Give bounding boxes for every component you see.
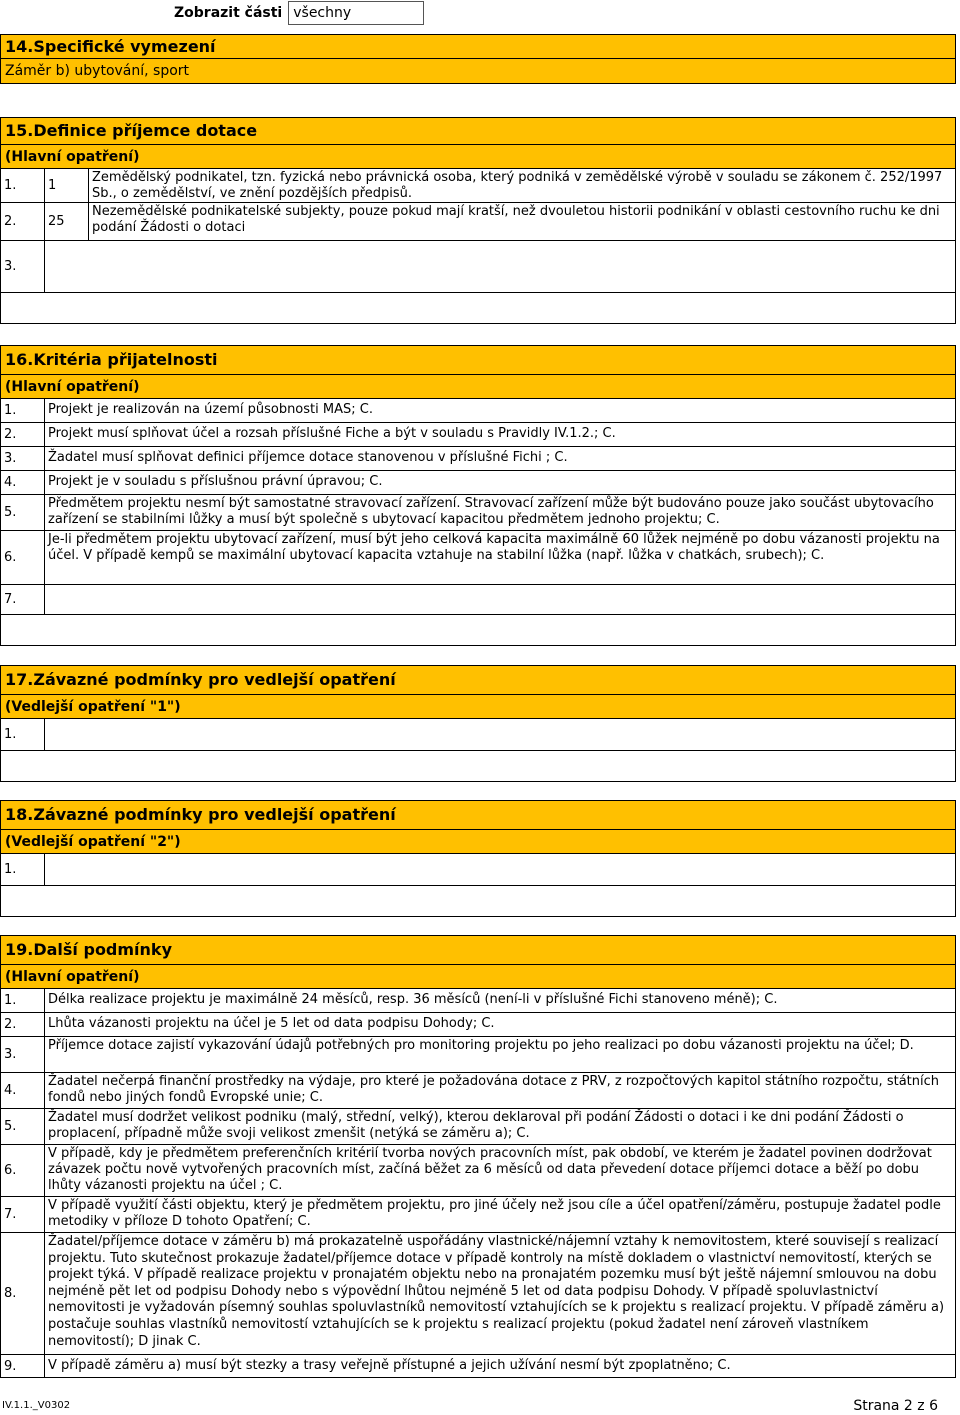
row-text: Projekt je v souladu s příslušnou právní úpravou; C. — [48, 474, 383, 489]
row-number: 5. — [1, 495, 45, 530]
section-17-subtitle: (Vedlejší opatření "1") — [1, 694, 955, 718]
section-18-subtitle: (Vedlejší opatření "2") — [1, 829, 955, 853]
section-16-footer — [1, 615, 955, 645]
row-text: V případě, kdy je předmětem preferenčních kritérií tvorba nových pracovních míst, pak období, ve kterém je žadatel povinen dodržovat závazek počtu nově vytvořených pracovních míst, začíná běžet za 6 měsíců od data převedení dotace příjemci dotace a běží po dobu lhůty vázanosti projektu na účel ; C. — [48, 1146, 932, 1193]
row-number: 2. — [1, 1013, 45, 1036]
row-text — [45, 585, 955, 614]
row-number: 1. — [1, 169, 45, 202]
row-number: 3. — [1, 1037, 45, 1072]
table-row — [1, 719, 955, 751]
row-number: 3. — [1, 447, 45, 470]
row-number: 1. — [1, 399, 45, 422]
table-row — [1, 169, 955, 203]
table-row — [1, 854, 955, 886]
row-text: V případě využití části objektu, který je předmětem projektu, pro jiné účely než jsou cíle a účel opatření/záměru, postupuje žadatel podle metodiky v příloze D tohoto Opatření; C. — [48, 1198, 941, 1229]
table-row — [1, 585, 955, 615]
row-number: 4. — [1, 471, 45, 494]
section-19-subtitle: (Hlavní opatření) — [1, 964, 955, 988]
row-text: Zemědělský podnikatel, tzn. fyzická nebo právnická osoba, který podniká v zemědělské výrobě v souladu se zákonem č. 252/1997 Sb., o zemědělství, ve znění pozdějších předpisů. — [92, 170, 943, 201]
table-row — [1, 203, 955, 241]
row-number: 3. — [1, 241, 45, 292]
row-text: Je-li předmětem projektu ubytovací zařízení, musí být jeho celková kapacita maximálně 60 lůžek nejméně po dobu vázanosti projektu na účel. V případě kempů se maximální ubytovací kapacita vztahuje na stabilní lůžka (např. lůžka v chatkách, srubech); C. — [48, 532, 940, 563]
section-18-title: 18.Závazné podmínky pro vedlejší opatření — [5, 805, 396, 824]
row-number: 7. — [1, 1197, 45, 1232]
table-row — [1, 989, 955, 1013]
page-number: Strana 2 z 6 — [853, 1398, 938, 1414]
row-number: 2. — [1, 423, 45, 446]
row-number: 7. — [1, 585, 45, 614]
section-16 — [0, 345, 956, 646]
table-row — [1, 447, 955, 471]
row-number: 9. — [1, 1355, 45, 1377]
row-number: 4. — [1, 1073, 45, 1108]
section-17-title: 17.Závazné podmínky pro vedlejší opatření — [5, 670, 396, 689]
section-19 — [0, 935, 956, 1378]
section-15-footer — [1, 293, 955, 323]
section-15 — [0, 117, 956, 324]
section-15-title: 15.Definice příjemce dotace — [5, 121, 258, 140]
table-row — [1, 1037, 955, 1073]
row-text: Žadatel musí splňovat definici příjemce dotace stanovenou v příslušné Fichi ; C. — [48, 450, 568, 465]
table-row — [1, 423, 955, 447]
filter-label: Zobrazit části — [174, 5, 283, 21]
row-number: 6. — [1, 1145, 45, 1196]
section-16-subtitle: (Hlavní opatření) — [1, 374, 955, 398]
row-text: Příjemce dotace zajistí vykazování údajů potřebných pro monitoring projektu po jeho realizaci po dobu vázanosti projektu na účel; D. — [48, 1038, 914, 1053]
table-row — [1, 1197, 955, 1233]
table-row — [1, 531, 955, 585]
section-filter-select[interactable]: všechny — [288, 1, 424, 25]
row-text: Délka realizace projektu je maximálně 24 měsíců, resp. 36 měsíců (není-li v příslušné Fichi stanoveno méně); C. — [48, 992, 778, 1007]
row-text: V případě záměru a) musí být stezky a trasy veřejně přístupné a jejich užívání nesmí být zpoplatněno; C. — [48, 1358, 731, 1373]
row-number: 2. — [1, 203, 45, 240]
row-code: 1 — [45, 169, 89, 202]
row-text: Předmětem projektu nesmí být samostatné stravovací zařízení. Stravovací zařízení může být budováno pouze jako součást ubytovacího zařízení se stabilními lůžky a musí být společně s ubytovací kapacitou předmětem jednoho projektu; C. — [48, 496, 934, 527]
document-code: IV.1.1._V0302 — [2, 1400, 71, 1411]
table-row — [1, 495, 955, 531]
section-14 — [0, 34, 956, 84]
row-number: 8. — [1, 1233, 45, 1354]
row-number: 6. — [1, 531, 45, 584]
section-16-title: 16.Kritéria přijatelnosti — [5, 350, 218, 369]
table-row — [1, 1355, 955, 1377]
section-18 — [0, 800, 956, 917]
row-text — [45, 241, 955, 292]
filter-bar — [174, 1, 424, 25]
row-code: 25 — [45, 203, 89, 240]
table-row — [1, 241, 955, 293]
section-17 — [0, 665, 956, 782]
row-number: 1. — [1, 989, 45, 1012]
row-number: 1. — [1, 719, 45, 750]
row-number: 5. — [1, 1109, 45, 1144]
table-row — [1, 471, 955, 495]
row-text: Projekt musí splňovat účel a rozsah příslušné Fiche a být v souladu s Pravidly IV.1.2.; C. — [48, 426, 616, 441]
row-text: Žadatel/příjemce dotace v záměru b) má prokazatelně uspořádány vlastnické/nájemní vztahy k nemovitostem, které souvisejí s realizací projektu. Tuto skutečnost prokazuje žadatel/příjemce dotace v případě kontroly na místě dokladem o vlastnictví nemovitostí, kterých se projekt týká. V případě realizace projektu v pronajatém objektu nebo na pronajatém pozemku musí být ještě nájemní smlouvou na dobu nejméně pět let od podpisu Dohody nebo s výpovědní lhůtou nejméně 5 let od data podpisu Dohody. V případě spoluvlastnictví nemovitosti je vyžadován písemný souhlas spoluvlastníků nemovitostí vztahujících se k projektu s realizací projektu. V případě záměru a) postačuje souhlas vlastníků nemovitostí vztahujících se k projektu s realizací projektu (pokud žadatel není zároveň vlastníkem nemovitostí); D jinak C. — [48, 1234, 945, 1349]
section-17-footer — [1, 751, 955, 781]
row-text: Lhůta vázanosti projektu na účel je 5 let od data podpisu Dohody; C. — [48, 1016, 495, 1031]
table-row — [1, 1109, 955, 1145]
section-14-text: Záměr b) ubytování, sport — [1, 59, 955, 83]
row-text: Žadatel musí dodržet velikost podniku (malý, střední, velký), kterou deklaroval při podání Žádosti o dotaci i ke dni podání Žádosti o proplacení, případně může svoji velikost zmenšit (netýká se záměru a); C. — [48, 1110, 904, 1141]
section-15-subtitle: (Hlavní opatření) — [1, 144, 955, 168]
table-row — [1, 399, 955, 423]
table-row — [1, 1013, 955, 1037]
section-19-title: 19.Další podmínky — [5, 940, 172, 959]
section-18-footer — [1, 886, 955, 916]
table-row — [1, 1233, 955, 1355]
table-row — [1, 1145, 955, 1197]
row-text — [45, 719, 955, 750]
row-text: Projekt je realizován na území působnosti MAS; C. — [48, 402, 373, 417]
section-14-title: 14.Specifické vymezení — [1, 35, 955, 59]
row-text: Žadatel nečerpá finanční prostředky na výdaje, pro které je požadována dotace z PRV, z rozpočtových kapitol státního rozpočtu, státních fondů nebo jiných fondů Evropské unie; C. — [48, 1074, 939, 1105]
table-row — [1, 1073, 955, 1109]
row-text — [45, 854, 955, 885]
row-number: 1. — [1, 854, 45, 885]
row-text: Nezemědělské podnikatelské subjekty, pouze pokud mají kratší, než dvouletou historii podnikání v oblasti cestovního ruchu ke dni podání Žádosti o dotaci — [92, 204, 940, 235]
